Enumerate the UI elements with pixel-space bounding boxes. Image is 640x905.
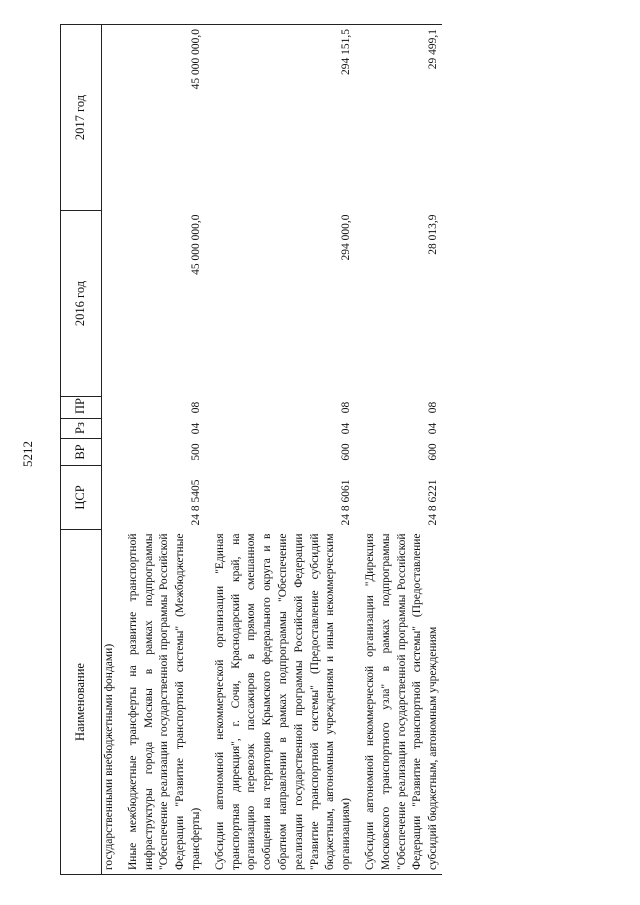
- row-name: Субсидии автономной некоммерческой организации "Единая транспортная дирекция", г. Сочи, Краснодарский край, на организацию перевозок пассажиров в прямом смешанном сообщении на территорию Крымского федерального округа и в обратном направлении в рамках подпрограммы "Обеспечение реализации государственной программы Российской Федерации "Развитие транспортной системы" (Предоставление субсидий бюджетным, автономным учреждениям и иным некоммерческим организациям): [213, 530, 363, 875]
- table-row: [102, 25, 126, 875]
- header-2017: 2017 год: [61, 25, 102, 211]
- row-rz: 04: [189, 422, 202, 435]
- header-pr: ПР: [61, 397, 102, 419]
- table-row: [126, 25, 213, 875]
- row-rz: 04: [340, 422, 353, 435]
- header-csr: ЦСР: [61, 466, 102, 530]
- header-vr: ВР: [61, 439, 102, 466]
- row-2017: 45 000 000,0: [126, 25, 213, 211]
- row-name: Иные межбюджетные трансферты на развитие транспортной инфраструктуры города Москвы в рамках подпрограммы "Обеспечение реализации государственной программы Российской Федерации "Развитие транспортной системы" (Межбюджетные трансферты): [126, 530, 213, 875]
- row-csr: [102, 466, 126, 530]
- table-row: [213, 25, 363, 875]
- row-csr: 24 8 6061: [340, 479, 353, 526]
- budget-allocation-table: [60, 24, 442, 875]
- table-row: [363, 25, 442, 875]
- row-pr: 08: [340, 401, 353, 414]
- row-pr: 08: [189, 401, 202, 414]
- row-2017: 29 499,1: [363, 25, 442, 211]
- row-pr: 08: [427, 401, 440, 414]
- row-rz: [102, 419, 126, 439]
- header-2016: 2016 год: [61, 211, 102, 397]
- row-2016: 45 000 000,0: [189, 214, 202, 275]
- page-number: 5212: [20, 441, 35, 467]
- row-2017: 294 151,5: [213, 25, 363, 211]
- row-vr: 600: [427, 443, 440, 461]
- row-name: государственными внебюджетными фондами): [102, 530, 126, 875]
- row-vr: [102, 439, 126, 466]
- row-pr: [102, 397, 126, 419]
- row-name: Субсидии автономной некоммерческой организации "Дирекция Московского транспортного узла" в рамках подпрограммы "Обеспечение реализации государственной программы Российской Федерации "Развитие транспортной системы" (Предоставление субсидий бюджетным, автономным учреждениям: [363, 530, 442, 875]
- header-name: Наименование: [61, 530, 102, 875]
- row-2016: 294 000,0: [340, 214, 353, 261]
- table-header-row: [61, 25, 102, 875]
- header-rz: Рз: [61, 419, 102, 439]
- row-vr: 500: [189, 443, 202, 461]
- row-2016: [102, 211, 126, 397]
- row-2017: [102, 25, 126, 211]
- row-vr: 600: [340, 443, 353, 461]
- row-csr: 24 8 6221: [427, 479, 440, 526]
- row-csr: 24 8 5405: [189, 479, 202, 526]
- row-rz: 04: [427, 422, 440, 435]
- row-2016: 28 013,9: [427, 214, 440, 255]
